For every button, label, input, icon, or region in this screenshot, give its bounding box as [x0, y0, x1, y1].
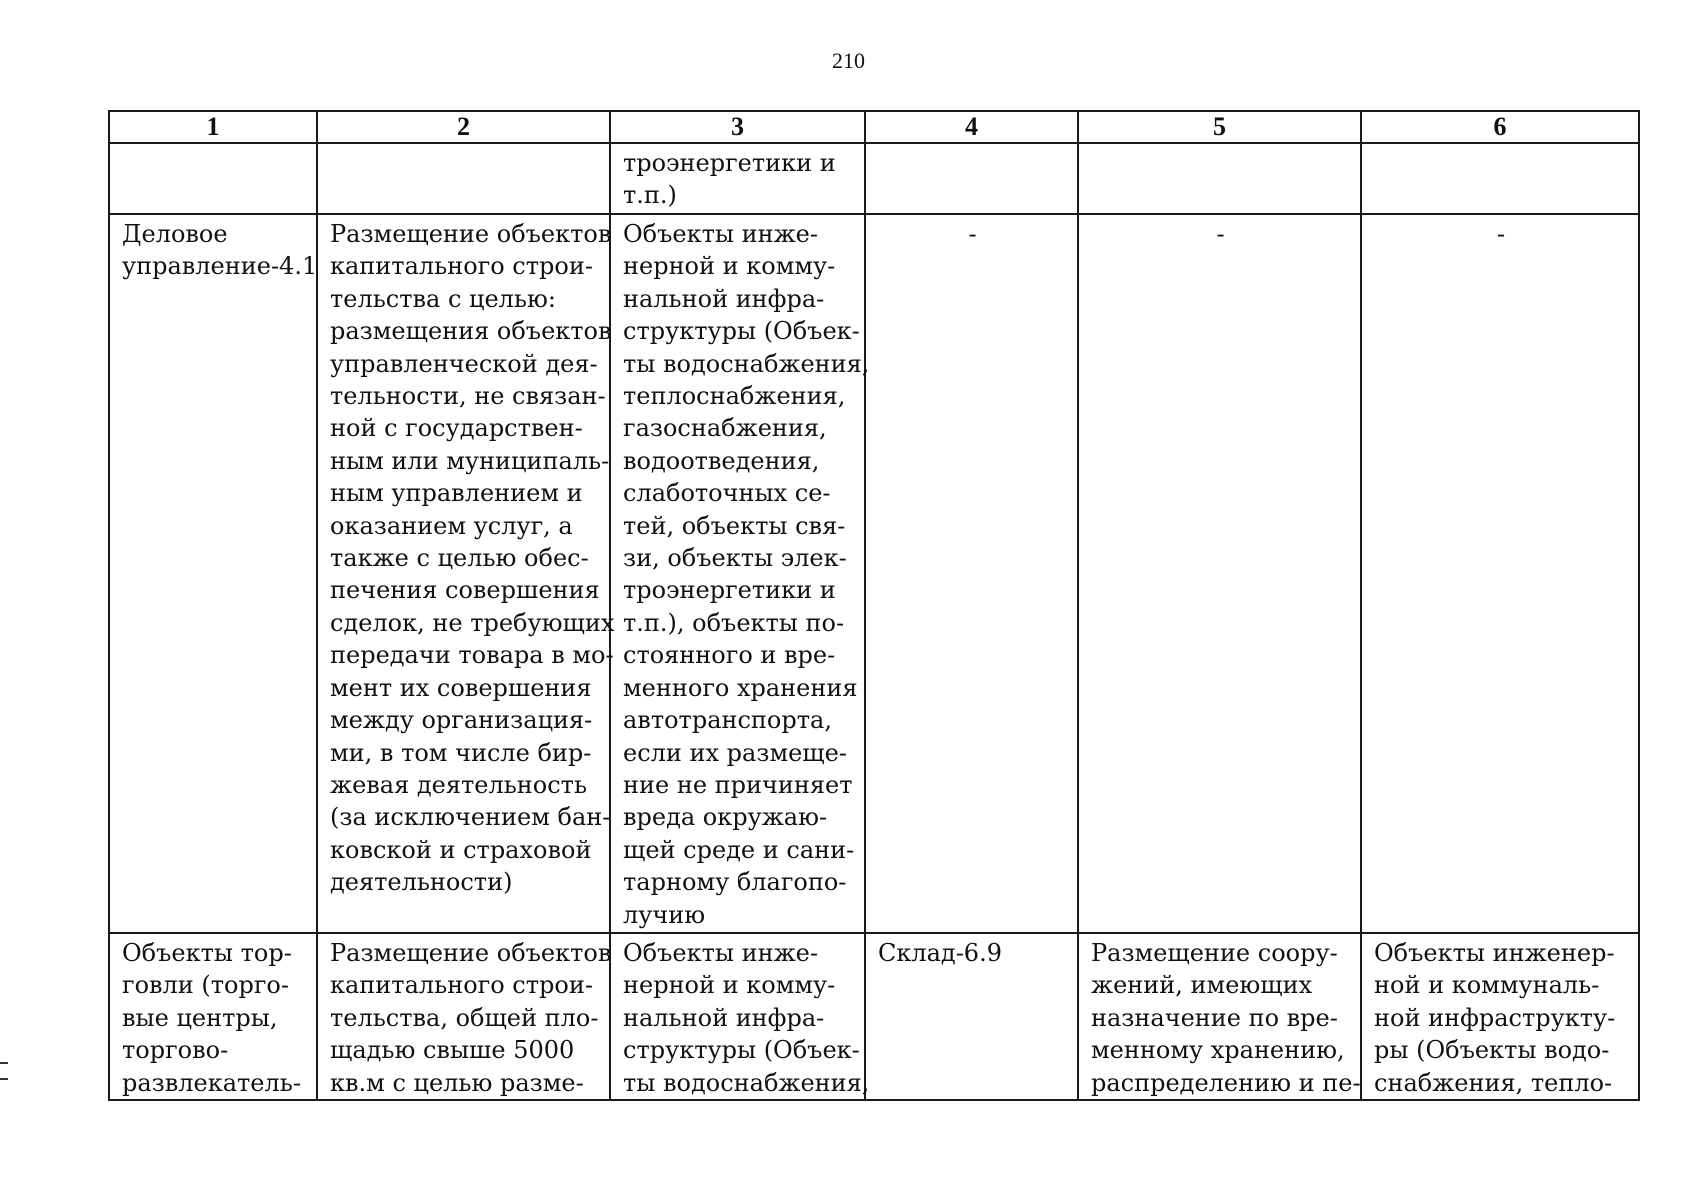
- cell-text: -: [1496, 220, 1506, 248]
- column-header-2: 2: [317, 111, 610, 143]
- table-cell: [1078, 143, 1361, 214]
- column-header-4: 4: [865, 111, 1078, 143]
- table-cell: [1361, 214, 1639, 933]
- cell-text: Объекты инженер- ной и коммуналь- ной инфраструкту- ры (Объекты водо- снабжения, тепло-: [1374, 939, 1616, 1097]
- column-header-3: 3: [610, 111, 865, 143]
- table-cell: [109, 143, 317, 214]
- cell-text: -: [1216, 220, 1225, 248]
- cell-text: Объекты инже- нерной и комму- нальной инфра- структуры (Объек- ты водоснабжения, теплоснабжения, газоснабжения, водоотведения, слаботочных се- тей, объекты свя- зи, объекты элек- троэнергетики и т.п.), объекты по- стоянного и вре- менного хранения автотранспорта, если их размеще- ние не причиняет вреда окружаю- щей среде и сани- тарному благопо- лучию: [623, 220, 870, 929]
- table-cell: [1361, 933, 1639, 1100]
- table-cell: [865, 933, 1078, 1100]
- table-cell: [865, 214, 1078, 933]
- table-cell: [317, 933, 610, 1100]
- cell-text: -: [968, 220, 977, 248]
- table-cell: [109, 933, 317, 1100]
- table-row: [109, 933, 1639, 1100]
- cell-text: Размещение объектов капитального строи- тельства, общей пло- щадью свыше 5000 кв.м с целью разме-: [330, 939, 612, 1097]
- cell-text: троэнергетики и т.п.): [623, 149, 836, 210]
- table-cell: [865, 143, 1078, 214]
- page-number: 210: [832, 48, 865, 73]
- column-header-5: 5: [1078, 111, 1361, 143]
- cell-text: Объекты инже- нерной и комму- нальной инфра- структуры (Объек- ты водоснабжения,: [623, 939, 870, 1097]
- column-header-6: 6: [1361, 111, 1639, 143]
- column-header-1: 1: [109, 111, 317, 143]
- table-cell: [109, 214, 317, 933]
- table-row: [109, 143, 1639, 214]
- cell-text: Размещение соору- жений, имеющих назначение по вре- менному хранению, распределению и пе-: [1091, 939, 1361, 1097]
- table-cell: [1361, 143, 1639, 214]
- margin-mark: [0, 1062, 8, 1080]
- cell-text: Склад-6.9: [878, 939, 1002, 967]
- table-cell: [610, 933, 870, 1100]
- cell-text: Деловое управление-4.1: [122, 220, 318, 281]
- cell-text: Объекты тор- говли (торго- вые центры, торгово- развлекатель-: [122, 939, 301, 1097]
- table-cell: [610, 214, 870, 933]
- table-cell: [1078, 214, 1361, 933]
- table-row: [109, 214, 1639, 933]
- cell-text: Размещение объектов капитального строи- тельства с целью: размещения объектов управленческой дея- тельности, не связан- ной с государствен- ным или муниципаль- ным управлением и оказанием услуг, а также с целью обес- печения совершения сделок, не требующих передачи товара в мо- мент их совершения между организация- ми, в том числе бир- жевая деятельность (за исключением бан- ковской и страховой деятельности): [330, 220, 615, 897]
- table-cell: [1078, 933, 1361, 1100]
- document-table: [108, 110, 1640, 1101]
- table-cell: [610, 143, 865, 214]
- table-header-row: [109, 111, 1639, 143]
- table-cell: [317, 143, 610, 214]
- table-cell: [317, 214, 615, 933]
